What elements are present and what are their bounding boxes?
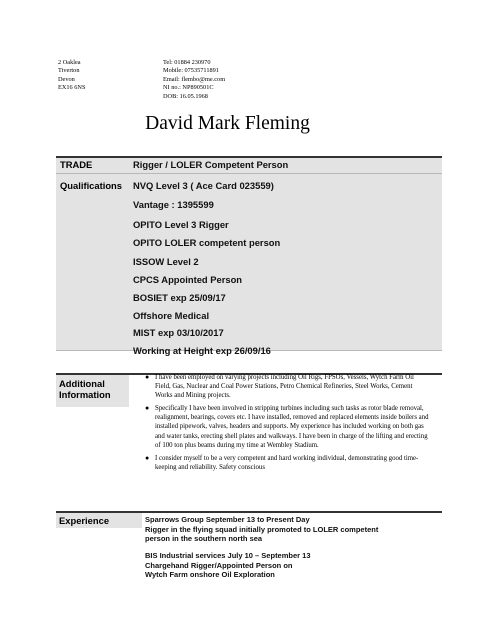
additional-info-list <box>140 373 430 476</box>
qualification-item: Offshore Medical <box>133 310 210 321</box>
contact-details-block <box>163 59 225 101</box>
date-of-birth: DOB: 16.05.1968 <box>163 92 208 100</box>
section-top-rule <box>56 511 142 513</box>
mobile: Mobile: 07535711891 <box>163 67 219 75</box>
qualification-item: CPCS Appointed Person <box>133 274 243 285</box>
list-item-text: I have been employed on varying projects including Oil Rigs, FPSOs, Vessels, Wytch Farm Oil Field, Gas, Nuclear and Coal Power Stations, Petro Chemical Refineries, Steel Works, Cement Works and Mining projects. <box>155 374 414 400</box>
list-item <box>140 373 430 400</box>
address-block <box>58 59 85 93</box>
qualification-item: MIST exp 03/10/2017 <box>133 327 224 338</box>
list-item <box>140 454 430 472</box>
additional-info-label: Additional Information <box>59 378 111 400</box>
experience-entry <box>145 551 430 580</box>
employer-line: Sparrows Group September 13 to Present Day <box>145 515 310 524</box>
address-line: EX16 6NS <box>58 84 86 92</box>
qualification-item: ISSOW Level 2 <box>133 256 199 267</box>
role-line: Chargehand Rigger/Appointed Person on <box>145 560 293 570</box>
qualification-item: BOSIET exp 25/09/17 <box>133 292 226 303</box>
trade-value: Rigger / LOLER Competent Person <box>133 159 289 170</box>
ni-number: NI no.: NP890501C <box>163 84 214 92</box>
candidate-name: David Mark Fleming <box>145 113 310 134</box>
experience-label: Experience <box>59 515 110 526</box>
section-top-rule <box>56 373 129 375</box>
role-line: Rigger in the flying squad initially promoted to LOLER competent <box>145 524 379 534</box>
email: Email: flembo@me.com <box>163 75 226 83</box>
trade-label: TRADE <box>60 159 93 170</box>
employer-line: BIS Industrial services July 10 – September 13 <box>145 551 311 560</box>
qualification-item: OPITO LOLER competent person <box>133 237 281 248</box>
bullet-icon: ● <box>145 404 150 413</box>
section-top-rule <box>142 511 442 513</box>
qualification-item: Working at Height exp 26/09/16 <box>133 345 271 356</box>
bullet-icon: ● <box>145 453 150 462</box>
address-line: 2 Oaklea <box>58 59 81 66</box>
panel-divider <box>56 173 442 174</box>
qualifications-label: Qualifications <box>60 180 122 191</box>
qualification-item: Vantage : 1395599 <box>133 199 214 210</box>
role-line: Wytch Farm onshore Oil Exploration <box>145 570 275 580</box>
address-line: Tiverton <box>58 67 80 75</box>
list-item-text: I consider myself to be a very competent and hard working individual, demonstrating good time-keeping and reliability. Safety conscious <box>155 454 419 471</box>
address-line: Devon <box>58 75 75 83</box>
list-item <box>140 404 430 449</box>
qualification-item: NVQ Level 3 ( Ace Card 023559) <box>133 180 274 191</box>
role-line: person in the southern north sea <box>145 534 263 544</box>
experience-entry <box>145 515 430 544</box>
qualification-item: OPITO Level 3 Rigger <box>133 219 229 230</box>
bullet-icon: ● <box>145 373 150 381</box>
list-item-text: Specifically I have been involved in stripping turbines including such tasks as rotor blade removal, realignment, bearings, covers etc. I have installed, removed and replaced elements inside boilers and installed pipework, valves, headers and supports. My experience has included working on both gas and water tanks, erecting shell plates and walkways. I have been in charge of the lifting and erecting of 100 ton plus beams during my time at Wembley Stadium. <box>155 405 429 449</box>
panel-top-rule <box>56 156 442 158</box>
phone: Tel: 01884 230970 <box>163 59 211 66</box>
